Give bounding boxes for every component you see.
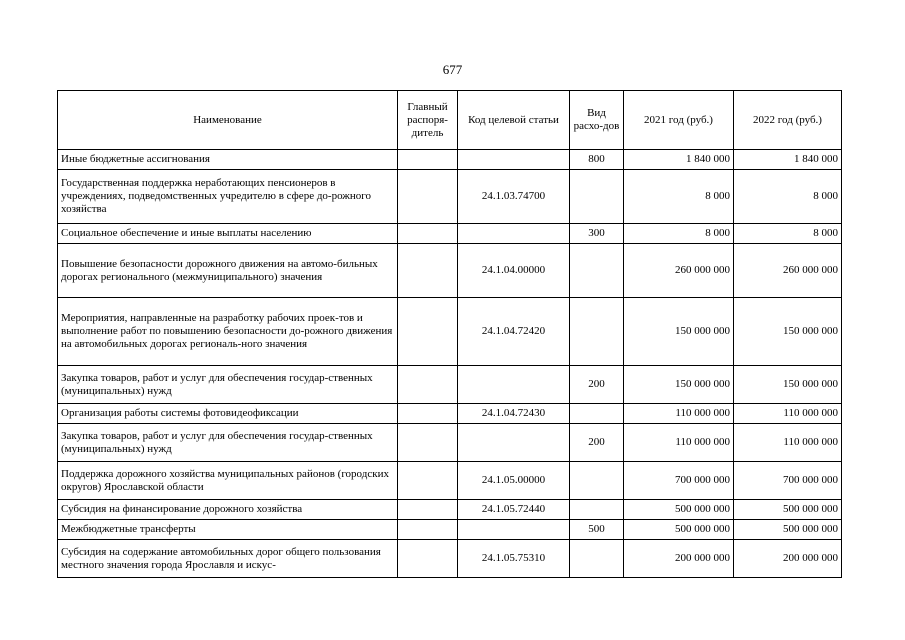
row-manager (398, 366, 458, 404)
table-row (58, 500, 842, 520)
col-header-name: Наименование (58, 91, 398, 150)
row-vid: 500 (570, 520, 624, 540)
row-manager (398, 520, 458, 540)
row-name: Поддержка дорожного хозяйства муниципальных районов (городских округов) Ярославской области (58, 462, 398, 500)
row-vid (570, 170, 624, 224)
row-2022: 500 000 000 (734, 500, 842, 520)
row-2021: 150 000 000 (624, 298, 734, 366)
row-2021: 110 000 000 (624, 424, 734, 462)
col-header-code: Код целевой статьи (458, 91, 570, 150)
table-row (58, 224, 842, 244)
row-vid: 800 (570, 150, 624, 170)
row-2022: 260 000 000 (734, 244, 842, 298)
col-header-2021: 2021 год (руб.) (624, 91, 734, 150)
row-2021: 8 000 (624, 224, 734, 244)
row-2022: 110 000 000 (734, 424, 842, 462)
row-code: 24.1.04.72430 (458, 404, 570, 424)
row-code (458, 520, 570, 540)
table-row (58, 404, 842, 424)
row-name: Межбюджетные трансферты (58, 520, 398, 540)
row-2022: 200 000 000 (734, 540, 842, 578)
row-name: Организация работы системы фотовидеофиксации (58, 404, 398, 424)
table-header-row (58, 91, 842, 150)
row-manager (398, 462, 458, 500)
row-manager (398, 150, 458, 170)
row-name: Мероприятия, направленные на разработку рабочих проек-тов и выполнение работ по повышению безопасности до-рожного движения на автомобильных дорогах региональ-ного значения (58, 298, 398, 366)
row-code: 24.1.05.72440 (458, 500, 570, 520)
row-2022: 110 000 000 (734, 404, 842, 424)
budget-table (57, 90, 842, 578)
row-2021: 110 000 000 (624, 404, 734, 424)
row-name: Государственная поддержка неработающих пенсионеров в учреждениях, подведомственных учредителю в сфере до-рожного хозяйства (58, 170, 398, 224)
col-header-2022: 2022 год (руб.) (734, 91, 842, 150)
table-row (58, 244, 842, 298)
row-2022: 700 000 000 (734, 462, 842, 500)
row-2022: 8 000 (734, 224, 842, 244)
row-name: Закупка товаров, работ и услуг для обеспечения государ-ственных (муниципальных) нужд (58, 424, 398, 462)
row-vid (570, 298, 624, 366)
row-name: Субсидия на содержание автомобильных дорог общего пользования местного значения города Ярославля и искус- (58, 540, 398, 578)
row-code (458, 366, 570, 404)
row-manager (398, 500, 458, 520)
row-manager (398, 424, 458, 462)
row-vid (570, 500, 624, 520)
row-2021: 8 000 (624, 170, 734, 224)
row-2021: 500 000 000 (624, 520, 734, 540)
row-name: Повышение безопасности дорожного движения на автомо-бильных дорогах регионального (межмуниципального) значения (58, 244, 398, 298)
row-manager (398, 298, 458, 366)
row-vid (570, 244, 624, 298)
row-vid: 300 (570, 224, 624, 244)
row-vid (570, 462, 624, 500)
table-row (58, 298, 842, 366)
row-code (458, 150, 570, 170)
row-manager (398, 404, 458, 424)
table-row (58, 150, 842, 170)
row-code (458, 424, 570, 462)
row-vid (570, 404, 624, 424)
row-2021: 260 000 000 (624, 244, 734, 298)
table-row (58, 366, 842, 404)
table-row (58, 540, 842, 578)
row-2022: 150 000 000 (734, 298, 842, 366)
row-manager (398, 244, 458, 298)
row-code: 24.1.05.00000 (458, 462, 570, 500)
col-header-vid: Вид расхо-дов (570, 91, 624, 150)
page-number: 677 (442, 62, 463, 77)
row-name: Иные бюджетные ассигнования (58, 150, 398, 170)
row-code (458, 224, 570, 244)
table-row (58, 424, 842, 462)
row-manager (398, 224, 458, 244)
row-2022: 1 840 000 (734, 150, 842, 170)
row-code: 24.1.04.00000 (458, 244, 570, 298)
row-vid: 200 (570, 424, 624, 462)
row-2021: 1 840 000 (624, 150, 734, 170)
row-2021: 200 000 000 (624, 540, 734, 578)
row-code: 24.1.04.72420 (458, 298, 570, 366)
row-vid: 200 (570, 366, 624, 404)
row-manager (398, 540, 458, 578)
row-2022: 8 000 (734, 170, 842, 224)
table-row (58, 462, 842, 500)
row-2021: 500 000 000 (624, 500, 734, 520)
row-2022: 500 000 000 (734, 520, 842, 540)
table-row (58, 170, 842, 224)
row-manager (398, 170, 458, 224)
row-2022: 150 000 000 (734, 366, 842, 404)
row-2021: 150 000 000 (624, 366, 734, 404)
col-header-manager: Главный распоря-дитель (398, 91, 458, 150)
table-row (58, 520, 842, 540)
row-code: 24.1.03.74700 (458, 170, 570, 224)
row-vid (570, 540, 624, 578)
row-name: Субсидия на финансирование дорожного хозяйства (58, 500, 398, 520)
row-name: Закупка товаров, работ и услуг для обеспечения государ-ственных (муниципальных) нужд (58, 366, 398, 404)
row-code: 24.1.05.75310 (458, 540, 570, 578)
row-2021: 700 000 000 (624, 462, 734, 500)
row-name: Социальное обеспечение и иные выплаты населению (58, 224, 398, 244)
